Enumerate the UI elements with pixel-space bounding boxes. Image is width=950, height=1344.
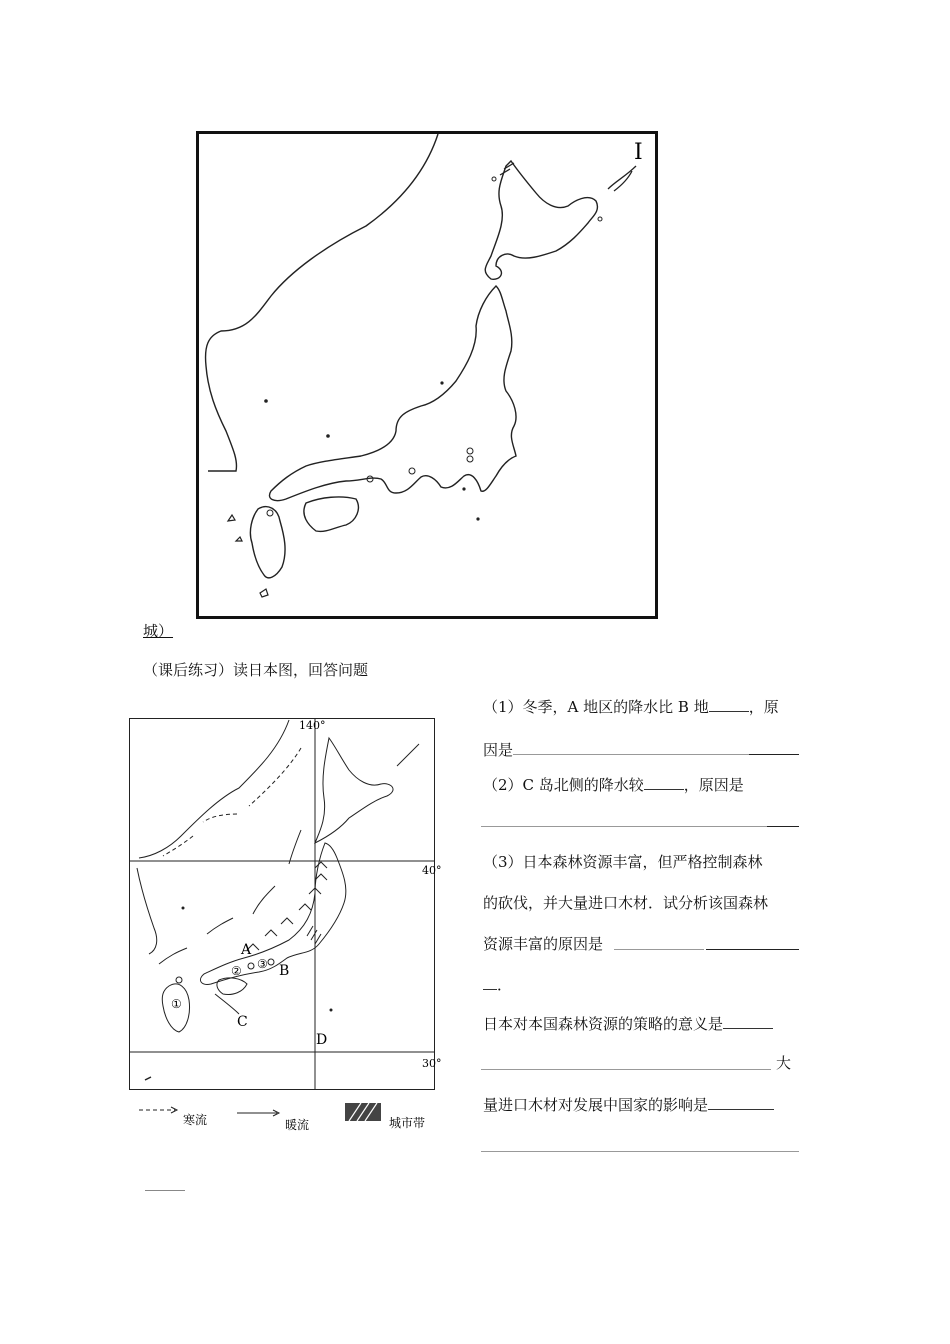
legend-warm: 暖流 bbox=[285, 1118, 310, 1132]
point-C: C bbox=[237, 1014, 248, 1030]
label-30: 30° bbox=[422, 1057, 442, 1070]
question-3-line6: 大 bbox=[776, 1054, 792, 1072]
fragment-text: 城） bbox=[143, 622, 174, 640]
intro-text: （课后练习）读日本图，回答问题 bbox=[143, 661, 369, 679]
circle-2: ② bbox=[231, 964, 242, 978]
question-1-line1: （1）冬季，A 地区的降水比 B 地 ，原 bbox=[483, 698, 779, 716]
map-frame bbox=[198, 133, 657, 618]
legend-cold: 寒流 bbox=[183, 1113, 208, 1127]
point-D: D bbox=[316, 1032, 328, 1048]
question-3-line7: 量进口木材对发展中国家的影响是 bbox=[483, 1094, 774, 1115]
label-40: 40° bbox=[422, 864, 442, 877]
label-I: I bbox=[634, 140, 643, 165]
trailing-answer-line bbox=[145, 1190, 185, 1191]
circle-1: ① bbox=[171, 997, 182, 1011]
question-3-line4: ． bbox=[483, 974, 512, 995]
map-legend bbox=[137, 1099, 437, 1133]
point-A: A bbox=[241, 942, 252, 958]
question-2-line1: （2）C 岛北侧的降水较 ，原因是 bbox=[483, 776, 744, 794]
question-1-line2: 因是 bbox=[483, 741, 514, 759]
label-140: 140° bbox=[299, 719, 326, 732]
question-3-line1: （3）日本森林资源丰富，但严格控制森林 bbox=[483, 853, 763, 871]
question-3-line2: 的砍伐，并大量进口木材．试分析该国森林 bbox=[483, 894, 769, 912]
japan-currents-map bbox=[129, 718, 442, 1090]
question-3-line5: 日本对本国森林资源的策略的意义是 bbox=[483, 1013, 773, 1034]
legend-urban: 城市带 bbox=[389, 1116, 426, 1130]
circle-3: ③ bbox=[257, 957, 268, 971]
point-B: B bbox=[279, 963, 290, 979]
japan-outline-map bbox=[196, 131, 658, 619]
question-3-line3: 资源丰富的原因是 bbox=[483, 935, 604, 953]
